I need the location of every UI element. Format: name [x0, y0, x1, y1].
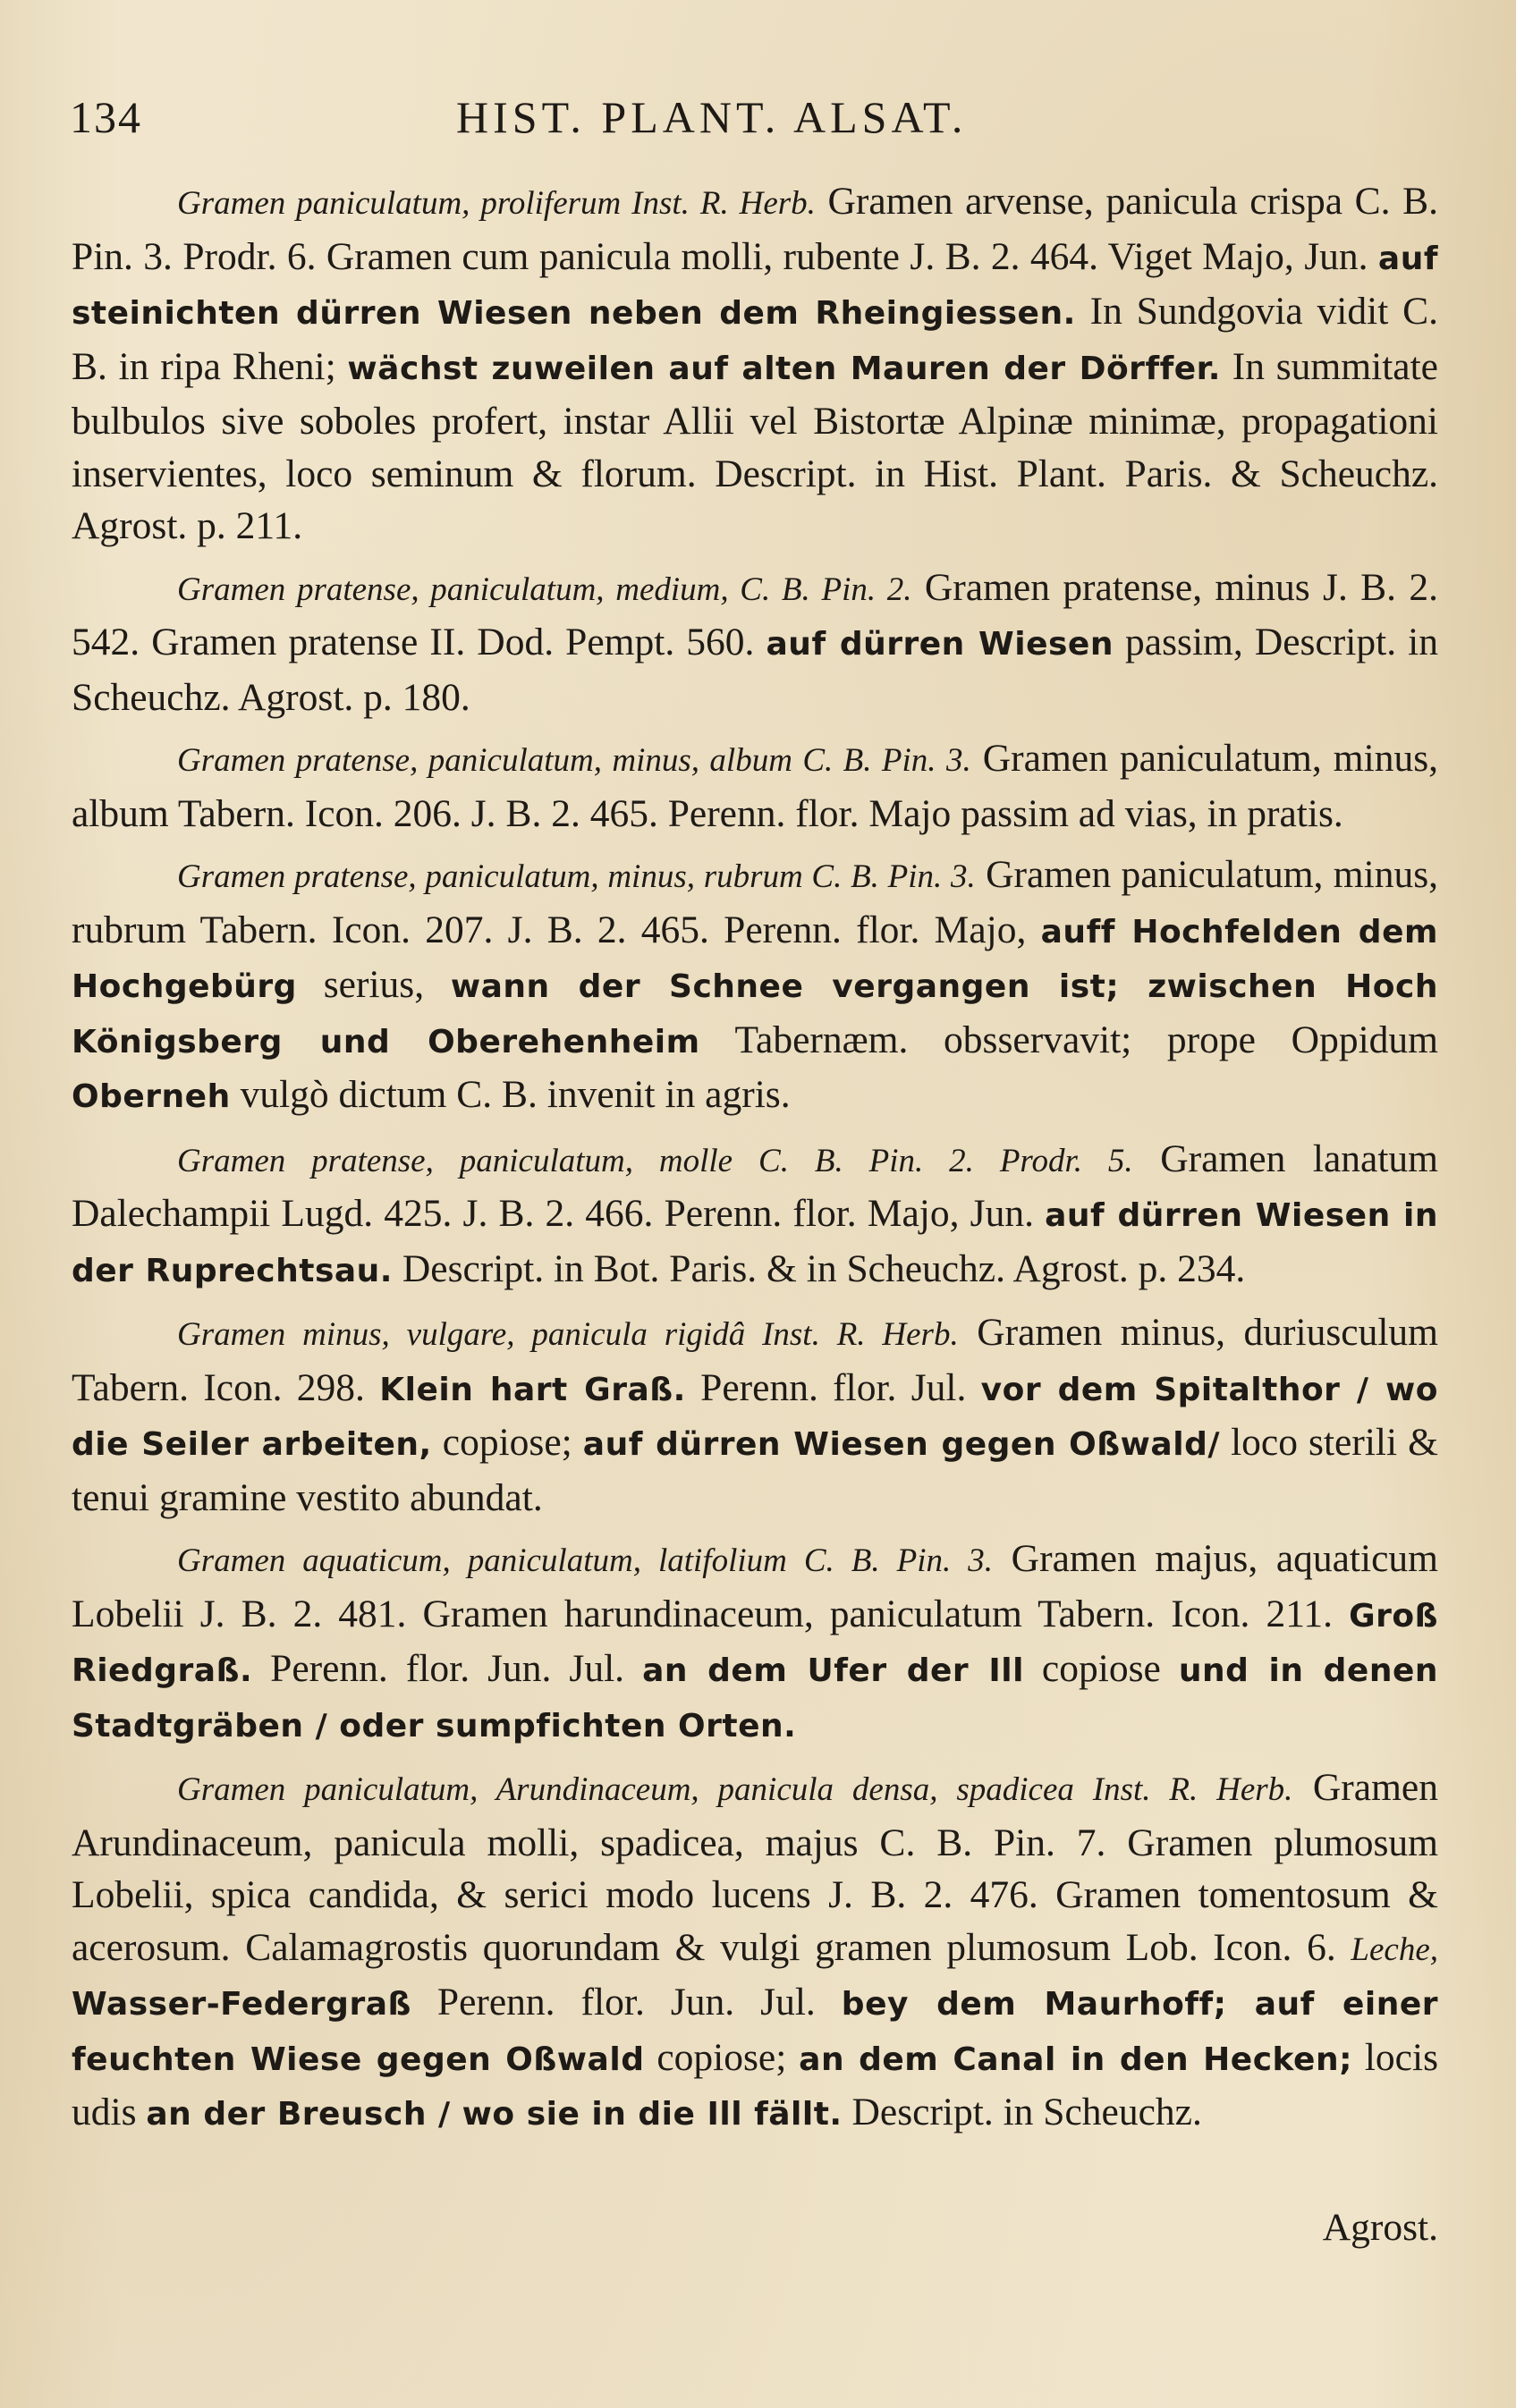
german-blackletter-text: Groß Riedgraß. [72, 1597, 1438, 1689]
german-blackletter-text: wann der Schnee vergangen ist; zwischen Hoch Königsberg und Oberehenheim [72, 968, 1438, 1060]
page-header [70, 91, 1444, 154]
german-blackletter-text: an dem Ufer der Ill [642, 1652, 1024, 1689]
roman-text: Gramen lanatum Dalechampii Lugd. 425. J. B. 2. 466. Perenn. flor. Majo, Jun. [72, 1136, 1438, 1235]
text-block [72, 175, 1438, 2150]
species-entry [72, 1762, 1438, 2142]
german-blackletter-text: wächst zuweilen auf alten Mauren der Dörffer. [347, 350, 1221, 387]
latin-synonym: Gramen paniculatum, proliferum Inst. R. Herb. [177, 185, 816, 222]
german-blackletter-text: auf dürren Wiesen gegen Oßwald/ [582, 1426, 1220, 1463]
roman-text: Perenn. flor. Jul. [685, 1365, 981, 1409]
latin-synonym: Leche, [1351, 1931, 1438, 1968]
latin-synonym: Gramen minus, vulgare, panicula rigidâ Inst. R. Herb. [177, 1316, 959, 1353]
roman-text: Descript. in Bot. Paris. & in Scheuchz. Agrost. p. 234. [392, 1246, 1246, 1290]
german-blackletter-text: auf steinichten dürren Wiesen neben dem Rheingiessen. [72, 240, 1438, 332]
roman-text: loco sterili & tenui gramine vestito abundat. [72, 1421, 1439, 1519]
roman-text: Gramen paniculatum, minus, album Tabern. Icon. 206. J. B. 2. 465. Perenn. flor. Majo passim ad vias, in pratis. [72, 737, 1438, 835]
roman-text: Gramen majus, aquaticum Lobelii J. B. 2. 481. Gramen harundinaceum, paniculatum Tabern. Icon. 211. [72, 1537, 1438, 1635]
roman-text: vulgò dictum C. B. invenit in agris. [230, 1073, 791, 1116]
species-entry [72, 562, 1438, 724]
roman-text: In summitate bulbulos sive soboles profert, instar Allii vel Bistortæ Alpinæ minimæ, propagationi inservientes, loco seminum & florum. Descript. in Hist. Plant. Paris. & Scheuchz. Agrost. p. 211. [72, 344, 1438, 547]
roman-text: copiose; [644, 2035, 800, 2079]
german-blackletter-text: Oberneh [72, 1078, 231, 1115]
species-entry [72, 849, 1438, 1124]
roman-text: Perenn. flor. Jun. Jul. [252, 1647, 643, 1690]
running-head: HIST. PLANT. ALSAT. [456, 92, 968, 142]
german-blackletter-text: bey dem Maurhoff; auf einer feuchten Wiese gegen Oßwald [72, 1986, 1438, 2078]
roman-text: Gramen Arundinaceum, panicula molli, spadicea, majus C. B. Pin. 7. Gramen plumosum Lobelii, spica candida, & serici modo lucens J. B. 2. 476. Gramen tomentosum & acerosum. Calamagrostis quorundam & vulgi gramen plumosum Lob. Icon. 6. [72, 1766, 1438, 1969]
german-blackletter-text: Wasser-Federgraß [72, 1986, 411, 2023]
german-blackletter-text: an der Breusch / wo sie in die Ill fällt. [146, 2096, 843, 2133]
german-blackletter-text: auf dürren Wiesen [766, 626, 1114, 663]
latin-synonym: Gramen pratense, paniculatum, molle C. B. Pin. 2. Prodr. 5. [177, 1142, 1133, 1179]
roman-text: copiose [1023, 1647, 1179, 1690]
latin-synonym: Gramen aquaticum, paniculatum, latifolium C. B. Pin. 3. [177, 1542, 994, 1579]
german-blackletter-text: Klein hart Graß. [379, 1371, 686, 1408]
roman-text: Tabernæm. obsservavit; prope Oppidum [699, 1018, 1438, 1061]
roman-text: copiose; [431, 1421, 583, 1464]
closing-word: Agrost. [1322, 2206, 1438, 2249]
roman-text: Descript. in Scheuchz. [842, 2091, 1202, 2133]
roman-text: Gramen paniculatum, minus, rubrum Tabern. Icon. 207. J. B. 2. 465. Perenn. flor. Majo, [72, 853, 1438, 951]
german-blackletter-text: auf dürren Wiesen in der Ruprechtsau. [72, 1197, 1438, 1289]
roman-text: locis udis [72, 2035, 1438, 2133]
roman-text: Gramen minus, duriusculum Tabern. Icon. 298. [72, 1311, 1438, 1409]
roman-text: serius, [296, 963, 451, 1006]
latin-synonym: Gramen pratense, paniculatum, medium, C. B. Pin. 2. [177, 570, 912, 608]
roman-text: In Sundgovia vidit C. B. in ripa Rheni; [72, 290, 1439, 388]
german-blackletter-text: vor dem Spitalthor / wo die Seiler arbeiten, [72, 1371, 1439, 1463]
german-blackletter-text: und in denen Stadtgräben / oder sumpfichten Orten. [72, 1652, 1438, 1745]
species-entry [72, 175, 1438, 553]
roman-text: Perenn. flor. Jun. Jul. [411, 1981, 842, 2024]
roman-text: Gramen arvense, panicula crispa C. B. Pin. 3. Prodr. 6. Gramen cum panicula molli, rubente J. B. 2. 464. Viget Majo, Jun. [72, 180, 1438, 278]
latin-synonym: Gramen paniculatum, Arundinaceum, panicula densa, spadicea Inst. R. Herb. [177, 1771, 1293, 1808]
latin-synonym: Gramen pratense, paniculatum, minus, album C. B. Pin. 3. [177, 742, 971, 779]
german-blackletter-text: auff Hochfelden dem Hochgebürg [72, 913, 1439, 1005]
page-number: 134 [70, 92, 142, 142]
roman-text: passim, Descript. in Scheuchz. Agrost. p. 180. [72, 621, 1438, 719]
species-entry [72, 1133, 1438, 1298]
latin-synonym: Gramen pratense, paniculatum, minus, rubrum C. B. Pin. 3. [177, 858, 976, 895]
species-entry [72, 732, 1438, 840]
german-blackletter-text: an dem Canal in den Hecken; [799, 2040, 1352, 2078]
species-entry [72, 1306, 1438, 1524]
species-entry [72, 1533, 1438, 1753]
roman-text: Gramen pratense, minus J. B. 2. 542. Gramen pratense II. Dod. Pempt. 560. [72, 565, 1438, 663]
